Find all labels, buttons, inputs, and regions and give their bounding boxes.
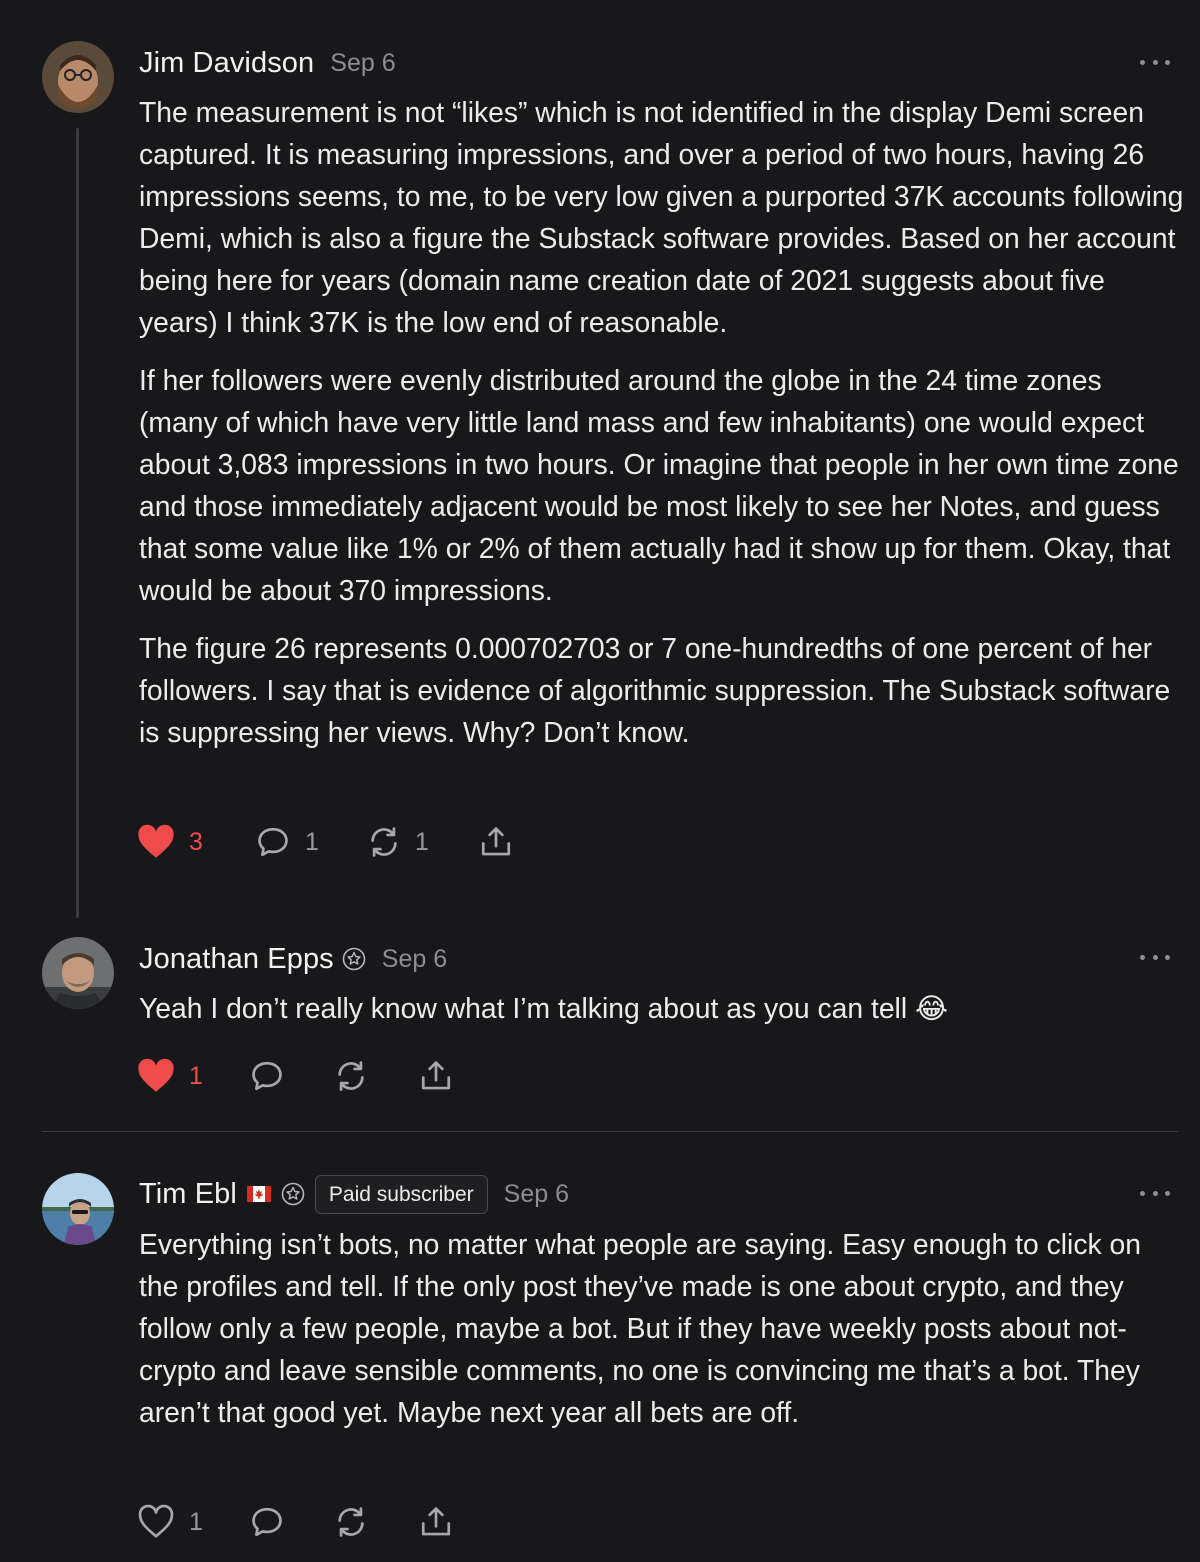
reply-count: 1	[305, 827, 319, 856]
like-button[interactable]	[137, 1502, 203, 1542]
reply-button[interactable]	[249, 1502, 285, 1542]
paid-subscriber-badge: Paid subscriber	[315, 1175, 488, 1214]
comment-body	[139, 1223, 1159, 1449]
restack-icon	[367, 825, 401, 859]
avatar[interactable]	[42, 1173, 114, 1245]
comment-bubble-icon	[255, 825, 291, 859]
heart-icon	[137, 824, 175, 860]
more-options-icon[interactable]	[1140, 56, 1170, 68]
comment-body	[139, 91, 1184, 769]
like-count: 1	[189, 1061, 203, 1090]
divider	[42, 1131, 1178, 1132]
restack-button[interactable]	[334, 1056, 368, 1096]
share-icon	[419, 1504, 453, 1540]
comment-date[interactable]: Sep 6	[503, 1179, 569, 1208]
more-options-icon[interactable]	[1140, 1187, 1170, 1199]
comment-paragraph: The measurement is not “likes” which is not identified in the display Demi screen captured. It is measuring impressions, and over a period of two hours, having 26 impressions seems, to me, to be very low given a purported 37K accounts following Demi, which is also a figure the Substack software provides. Based on her account being here for years (domain name creation date of 2021 suggests about five years) I think 37K is the low end of reasonable.	[139, 96, 1184, 338]
canada-flag-icon	[247, 1186, 271, 1202]
comment-bubble-icon	[249, 1505, 285, 1539]
restack-button[interactable]	[334, 1502, 368, 1542]
author-name[interactable]: Jonathan Epps	[139, 942, 334, 975]
comment-text: Yeah I don’t really know what I’m talking about as you can tell 😂	[139, 992, 949, 1024]
share-icon	[419, 1058, 453, 1094]
heart-icon	[137, 1504, 175, 1540]
comment-date[interactable]: Sep 6	[330, 48, 396, 77]
share-button[interactable]	[479, 822, 513, 862]
comment-paragraph: If her followers were evenly distributed around the globe in the 24 time zones (many of which have very little land mass and few inhabitants) one would expect about 3,083 impressions in two hours. Or imagine that people in her own time zone and those immediately adjacent would be most likely to see her Notes, and guess that some value like 1% or 2% of them actually had it show up for them. Okay, that would be about 370 impressions.	[139, 364, 1179, 606]
share-icon	[479, 824, 513, 860]
like-button[interactable]	[137, 1056, 203, 1096]
restack-icon	[334, 1059, 368, 1093]
more-options-icon[interactable]	[1140, 951, 1170, 963]
comment-header	[139, 1174, 569, 1214]
thread-line	[76, 128, 79, 918]
comment-body	[139, 987, 1184, 1045]
reply-button[interactable]	[255, 822, 319, 862]
subscriber-badge-icon	[281, 1182, 305, 1206]
avatar[interactable]	[42, 937, 114, 1009]
avatar[interactable]	[42, 41, 114, 113]
like-count: 3	[189, 827, 203, 856]
comment-paragraph: The figure 26 represents 0.000702703 or 7 one-hundredths of one percent of her followers. I say that is evidence of algorithmic suppression. The Substack software is suppressing her views. Why? Don’t know.	[139, 632, 1171, 748]
heart-icon	[137, 1058, 175, 1094]
author-name[interactable]: Tim Ebl	[139, 1177, 237, 1210]
comment-header	[139, 43, 396, 83]
reply-button[interactable]	[249, 1056, 285, 1096]
comment-bubble-icon	[249, 1059, 285, 1093]
like-button[interactable]	[137, 822, 203, 862]
author-name[interactable]: Jim Davidson	[139, 46, 315, 79]
comment-date[interactable]: Sep 6	[381, 944, 448, 973]
restack-count: 1	[415, 827, 429, 856]
comment-header	[139, 939, 447, 979]
comment-text: Everything isn’t bots, no matter what people are saying. Easy enough to click on the profiles and tell. If the only post they’ve made is one about crypto, and they follow only a few people, maybe a bot. But if they have weekly posts about not-crypto and leave sensible comments, no one is convincing me that’s a bot. They aren’t that good yet. Maybe next year all bets are off.	[139, 1228, 1141, 1428]
restack-icon	[334, 1505, 368, 1539]
like-count: 1	[189, 1507, 203, 1536]
subscriber-badge-icon	[342, 947, 366, 971]
restack-button[interactable]	[367, 822, 429, 862]
share-button[interactable]	[419, 1056, 453, 1096]
share-button[interactable]	[419, 1502, 453, 1542]
